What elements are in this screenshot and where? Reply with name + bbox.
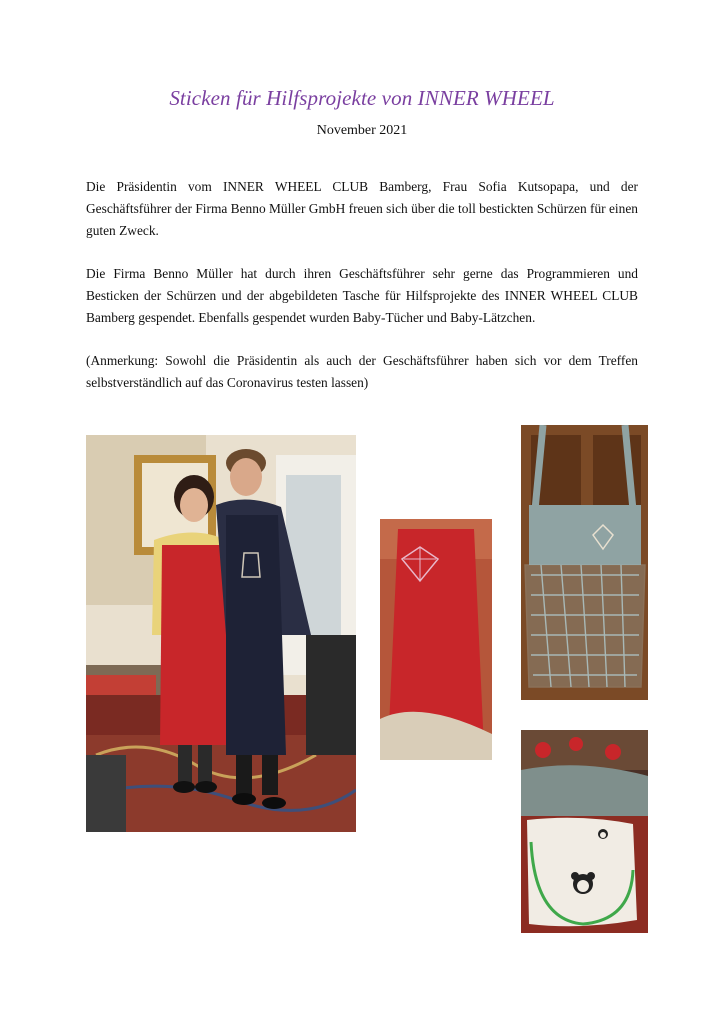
document-date: November 2021 bbox=[316, 123, 408, 138]
paragraph-note: (Anmerkung: Sowohl die Präsidentin als auch der Geschäftsführer haben sich vor dem Treffen selbstverständlich auf das Coronavirus testen lassen) bbox=[86, 353, 638, 390]
paragraph-donation: Die Firma Benno Müller hat durch ihren Geschäftsführer sehr gerne das Programmieren und Besticken der Schürzen und der abgebildeten Tasche für Hilfsprojekte des INNER WHEEL CLUB Bamberg gespendet. Ebenfalls gespendet wurden Baby-Tücher und Baby-Lätzchen. bbox=[86, 266, 638, 325]
photo-baby-bib bbox=[521, 730, 648, 933]
page-title: Sticken für Hilfsprojekte von INNER WHEEL bbox=[169, 86, 555, 110]
photo-people-aprons bbox=[86, 435, 356, 832]
paragraph-intro: Die Präsidentin vom INNER WHEEL CLUB Bamberg, Frau Sofia Kutsopapa, und der Geschäftsführer der Firma Benno Müller GmbH freuen sich über die toll bestickten Schürzen für einen guten Zweck. bbox=[86, 179, 638, 238]
photo-red-apron bbox=[380, 519, 492, 760]
photo-net-bag bbox=[521, 425, 648, 700]
